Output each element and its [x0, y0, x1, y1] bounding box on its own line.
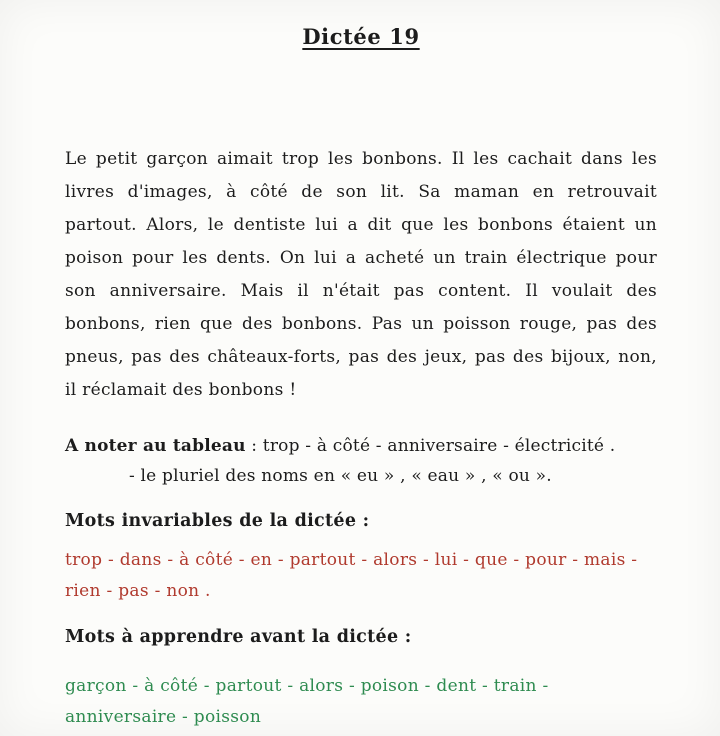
- dictation-line: son anniversaire. Mais il n'était pas content. Il voulait des: [65, 281, 657, 301]
- dictation-line: poison pour les dents. On lui a acheté un train électrique pour: [65, 248, 657, 268]
- page-title: Dictée 19: [302, 24, 420, 49]
- dictation-line: livres d'images, à côté de son lit. Sa maman en retrouvait: [65, 182, 657, 202]
- dictation-line: il réclamait des bonbons !: [65, 380, 297, 400]
- invariable-words-heading: Mots invariables de la dictée :: [65, 511, 370, 531]
- learn-words-heading: Mots à apprendre avant la dictée :: [65, 627, 412, 647]
- dictation-line: partout. Alors, le dentiste lui a dit que les bonbons étaient un: [65, 215, 657, 235]
- board-note-label: A noter au tableau: [65, 436, 246, 456]
- learn-words-list: [65, 671, 657, 733]
- dictation-line: Le petit garçon aimait trop les bonbons. Il les cachait dans les: [65, 149, 657, 169]
- invariable-words-list: [65, 545, 657, 607]
- board-note-line2: - le pluriel des noms en « eu » , « eau » , « ou ».: [129, 466, 552, 486]
- invariable-words-line: rien - pas - non .: [65, 581, 211, 601]
- dictation-line: bonbons, rien que des bonbons. Pas un poisson rouge, pas des: [65, 314, 657, 334]
- board-note: [65, 431, 657, 491]
- board-note-line1: [65, 431, 657, 461]
- invariable-words-line: trop - dans - à côté - en - partout - alors - lui - que - pour - mais -: [65, 550, 638, 570]
- learn-words-line: garçon - à côté - partout - alors - poison - dent - train -: [65, 676, 549, 696]
- learn-words-line: anniversaire - poisson: [65, 707, 262, 727]
- dictation-paragraph: [65, 143, 657, 407]
- board-note-text: : trop - à côté - anniversaire - électricité .: [245, 436, 616, 456]
- dictation-line: pneus, pas des châteaux-forts, pas des jeux, pas des bijoux, non,: [65, 347, 657, 367]
